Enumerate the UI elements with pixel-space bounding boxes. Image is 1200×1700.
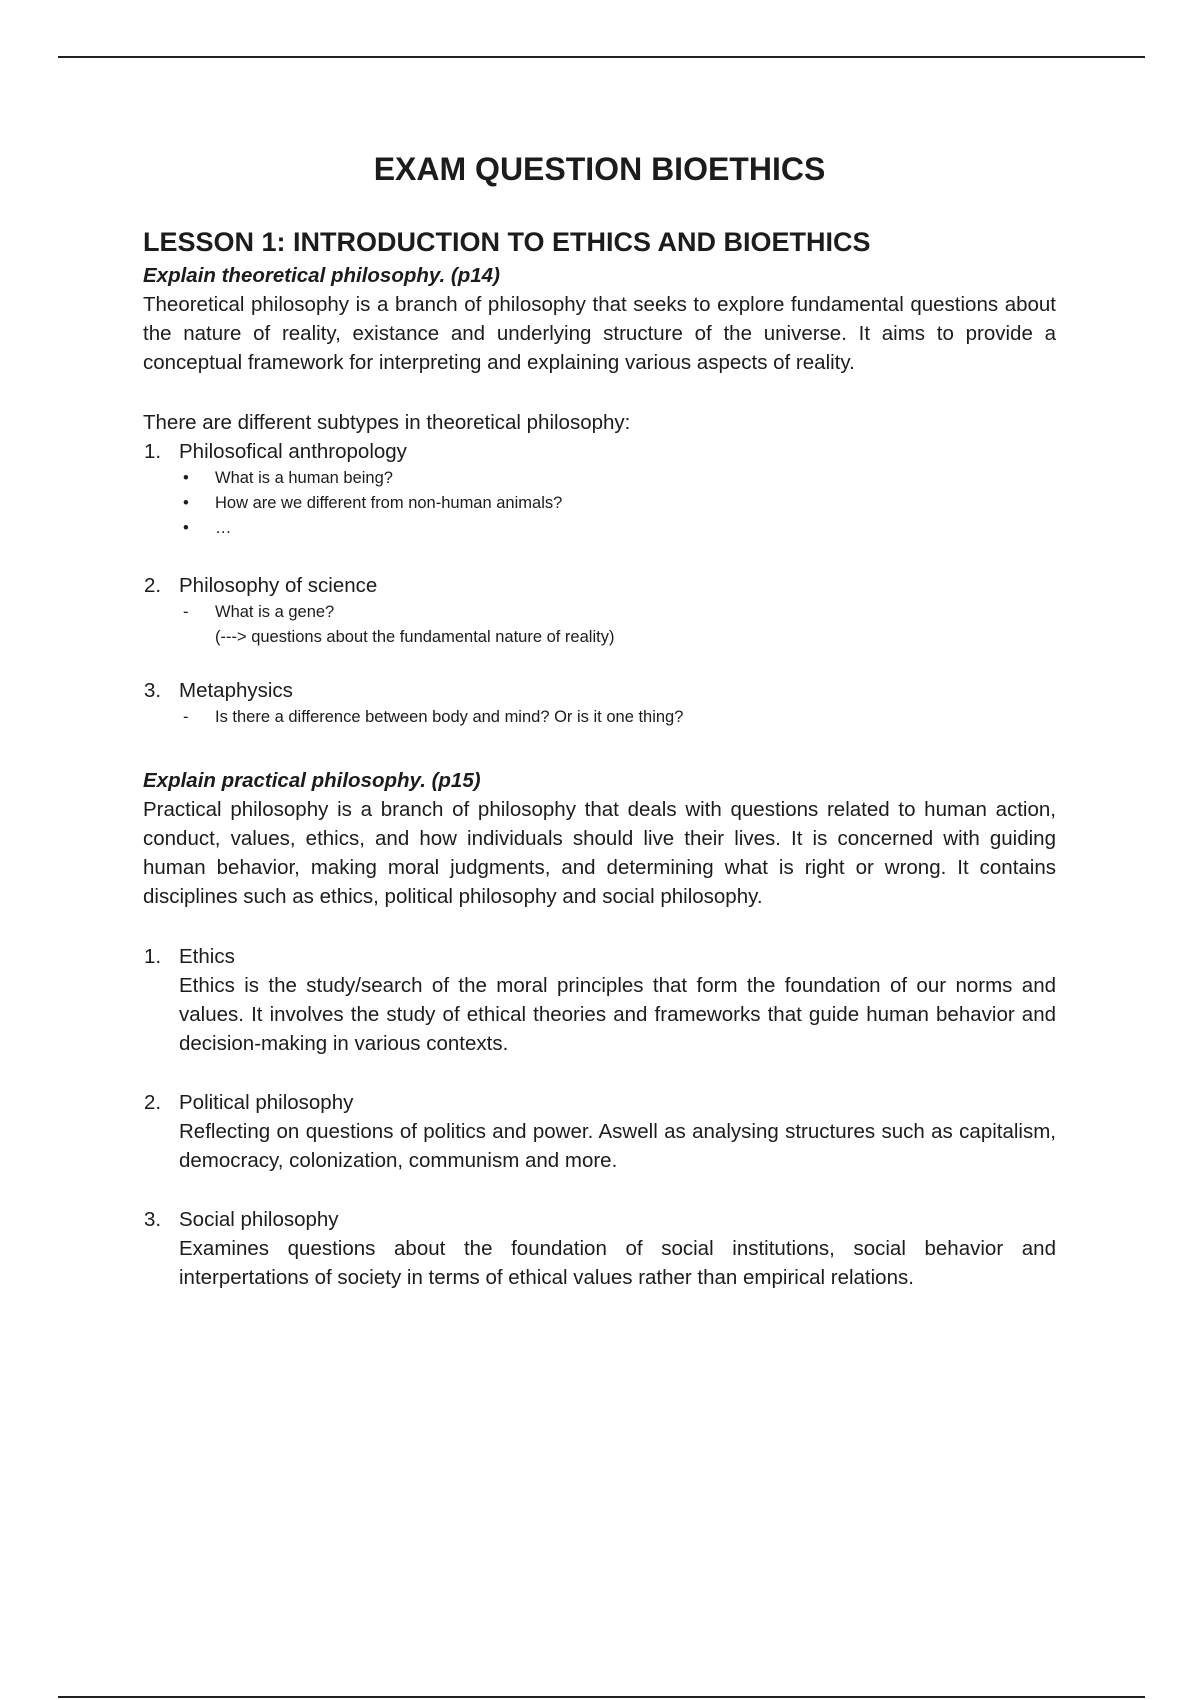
list-item-label: Metaphysics <box>179 679 293 702</box>
list-number: 1. <box>144 945 162 968</box>
sub-bullet-text: … <box>215 519 232 537</box>
list-item-social-philosophy <box>143 1205 1056 1234</box>
list-item-description: Reflecting on questions of politics and power. Aswell as analysing structures such as capitalism, democracy, colonization, communism and more. <box>179 1120 1056 1172</box>
sub-bullet <box>143 600 1056 625</box>
sub-bullet <box>143 705 1056 730</box>
list-item-description: Examines questions about the foundation of social institutions, social behavior and interpertations of society in terms of ethical values rather than empirical relations. <box>179 1237 1056 1289</box>
sub-bullet <box>143 516 1056 541</box>
list-item-political-philosophy <box>143 1088 1056 1117</box>
list-item-label: Social philosophy <box>179 1208 339 1231</box>
document-body <box>143 145 1056 1292</box>
dash-marker: - <box>183 603 189 621</box>
top-divider <box>58 56 1145 58</box>
theoretical-paragraph: Theoretical philosophy is a branch of philosophy that seeks to explore fundamental questions about the nature of reality, existance and underlying structure of the universe. It aims to provide a conceptual framework for interpreting and explaining various aspects of reality. <box>143 293 1056 374</box>
list-item-label: Philosophy of science <box>179 574 378 597</box>
document-title: EXAM QUESTION BIOETHICS <box>373 151 826 187</box>
sub-bullet-text: How are we different from non-human animals? <box>215 494 563 512</box>
sub-bullet <box>143 466 1056 491</box>
list-number: 1. <box>144 440 162 463</box>
lesson-heading: LESSON 1: INTRODUCTION TO ETHICS AND BIOETHICS <box>143 227 871 257</box>
list-item-description: Ethics is the study/search of the moral principles that form the foundation of our norms and values. It involves the study of ethical theories and frameworks that guide human behavior and decision-making in various contexts. <box>179 974 1056 1055</box>
sub-bullet-text: What is a human being? <box>215 469 393 487</box>
question-theoretical: Explain theoretical philosophy. (p14) <box>143 264 500 287</box>
list-number: 3. <box>144 679 162 702</box>
list-number: 3. <box>144 1208 162 1231</box>
sub-bullet-text: What is a gene? <box>215 603 335 621</box>
sub-bullet <box>143 491 1056 516</box>
bottom-divider <box>58 1696 1145 1698</box>
list-item-label: Ethics <box>179 945 235 968</box>
list-item-label: Philosofical anthropology <box>179 440 407 463</box>
list-number: 2. <box>144 574 162 597</box>
bullet-marker: • <box>183 519 189 537</box>
bullet-marker: • <box>183 494 189 512</box>
practical-paragraph: Practical philosophy is a branch of philosophy that deals with questions related to human action, conduct, values, ethics, and how individuals should live their lives. It is concerned with guiding human behavior, making moral judgments, and determining what is right or wrong. It contains disciplines such as ethics, political philosophy and social philosophy. <box>143 798 1056 908</box>
question-practical: Explain practical philosophy. (p15) <box>143 769 481 792</box>
subtypes-intro: There are different subtypes in theoretical philosophy: <box>143 411 631 434</box>
sub-bullet-text: Is there a difference between body and mind? Or is it one thing? <box>215 708 684 726</box>
list-number: 2. <box>144 1091 162 1114</box>
sub-bullet-continuation: (---> questions about the fundamental nature of reality) <box>215 628 615 646</box>
bullet-marker: • <box>183 469 189 487</box>
dash-marker: - <box>183 708 189 726</box>
list-item-metaphysics <box>143 676 1056 705</box>
list-item-ethics <box>143 942 1056 971</box>
list-item-philosophical-anthropology <box>143 437 1056 466</box>
list-item-philosophy-of-science <box>143 571 1056 600</box>
list-item-label: Political philosophy <box>179 1091 354 1114</box>
